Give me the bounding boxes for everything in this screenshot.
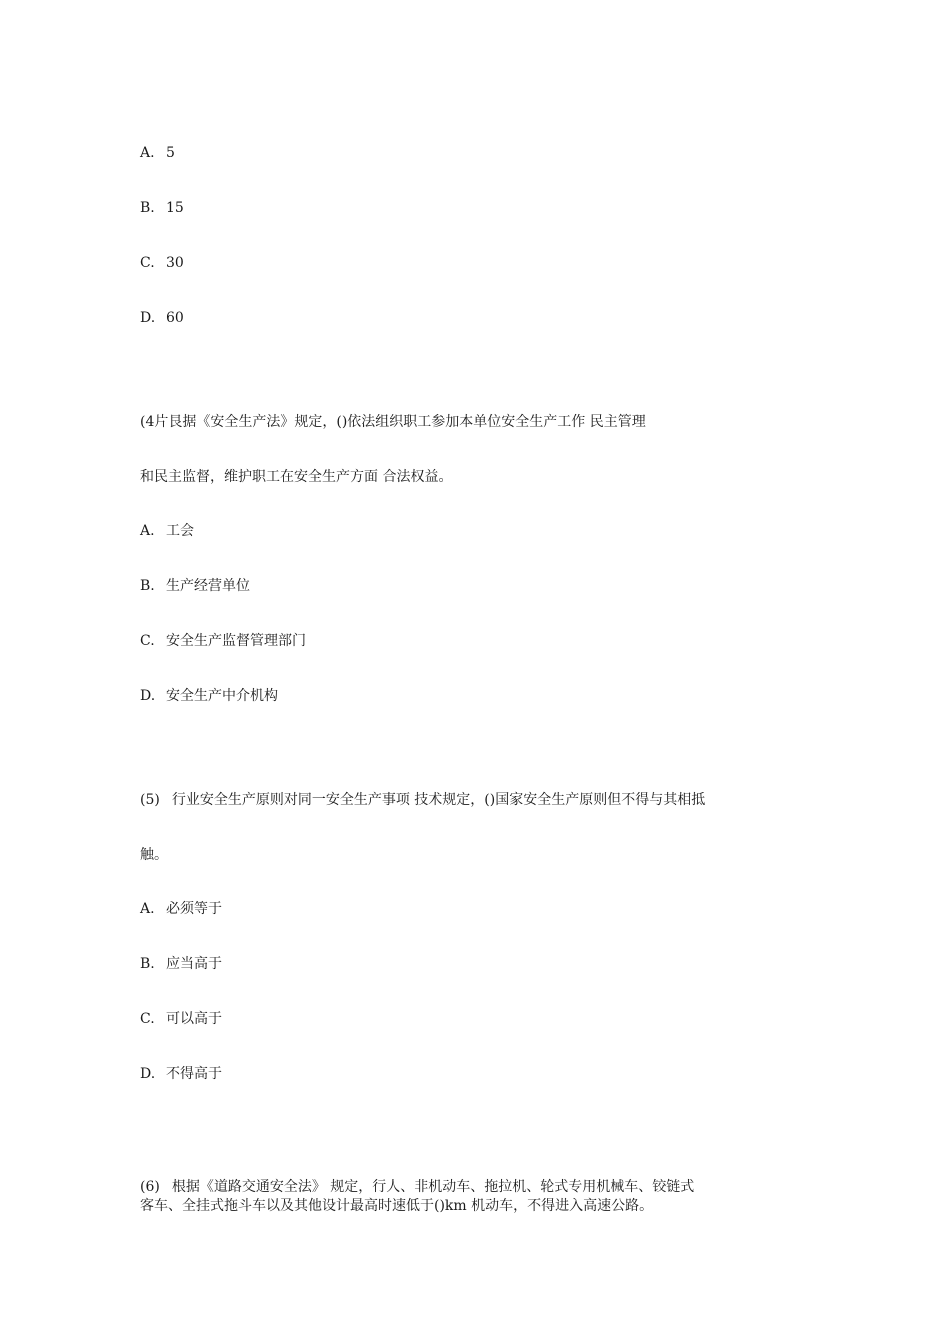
option-text: 30	[166, 255, 184, 271]
option-text: 15	[166, 200, 184, 216]
option-text: 可以高于	[166, 1011, 222, 1027]
option-text: 应当高于	[166, 956, 222, 972]
question-text: 根据《道路交通安全法》 规定，行人、非机动车、拖拉机、轮式专用机械车、铰链式	[171, 1179, 695, 1195]
option-text: 5	[166, 145, 175, 161]
question-number: (5)	[140, 792, 160, 808]
q5-option-b: B. 应当高于	[140, 956, 222, 972]
q6-stem-line1	[140, 1178, 694, 1196]
q5-option-d: D. 不得高于	[140, 1066, 222, 1082]
q4-option-a: A. 工会	[140, 523, 194, 539]
option-text: 工会	[166, 523, 194, 539]
q5-stem-line2: 触。	[140, 847, 168, 863]
q4-option-d: D. 安全生产中介机构	[140, 688, 278, 704]
question-number: (6)	[140, 1179, 160, 1195]
question-text: 行业安全生产原则对同一安全生产事项 技术规定，()国家安全生产原则但不得与其相抵	[171, 792, 706, 808]
q4-option-c: C. 安全生产监督管理部门	[140, 633, 306, 649]
option-text: 安全生产监督管理部门	[166, 633, 306, 649]
q6-stem-line2: 客车、全挂式拖斗车以及其他设计最高时速低于()km 机动车，不得进入高速公路。	[140, 1198, 654, 1214]
option-text: 不得高于	[166, 1066, 222, 1082]
option-text: 安全生产中介机构	[166, 688, 278, 704]
q5-option-c: C. 可以高于	[140, 1011, 222, 1027]
q5-option-a: A. 必须等于	[140, 901, 222, 917]
q4-option-b: B. 生产经营单位	[140, 578, 250, 594]
option-text: 60	[166, 310, 184, 326]
q3-option-a: A. 5	[140, 145, 175, 161]
option-text: 生产经营单位	[166, 578, 250, 594]
option-text: 必须等于	[166, 901, 222, 917]
q3-option-b: B. 15	[140, 200, 184, 216]
q3-option-d: D. 60	[140, 310, 184, 326]
q4-stem-line2: 和民主监督，维护职工在安全生产方面 合法权益。	[140, 469, 453, 485]
q3-option-c: C. 30	[140, 255, 184, 271]
q5-stem-line1	[140, 791, 705, 809]
q4-stem-line1: (4片艮据《安全生产法》规定，()依法组织职工参加本单位安全生产工作 民主管理	[140, 414, 646, 430]
